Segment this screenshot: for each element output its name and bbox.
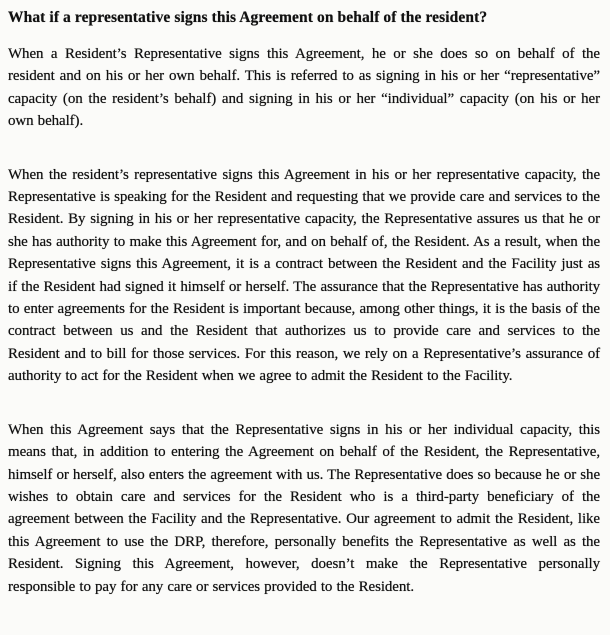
- paragraph-representative-capacity-explanation: When the resident’s representative signs this Agreement in his or her representative capacity, the Representative is speaking for the Resident and requesting that we provide care and services to the Resident. By signing in his or her representative capacity, the Representative assures us that he or she has authority to make this Agreement for, and on behalf of, the Resident. As a result, when the Representative signs this Agreement, it is a contract between the Resident and the Facility just as if the Resident had signed it himself or herself. The assurance that the Representative has authority to enter agreements for the Resident is important because, among other things, it is the basis of the contract between us and the Resident that authorizes us to provide care and services to the Resident and to bill for those services. For this reason, we rely on a Representative’s assurance of authority to act for the Resident when we agree to admit the Resident to the Facility.: [8, 166, 600, 385]
- paragraph-individual-capacity-explanation: When this Agreement says that the Representative signs in his or her individual capacity, this means that, in addition to entering the Agreement on behalf of the Resident, the Representative, himself or herself, also enters the agreement with us. The Representative does so because he or she wishes to obtain care and services for the Resident who is a third-party beneficiary of the agreement between the Facility and the Representative. Our agreement to admit the Resident, like this Agreement to use the DRP, therefore, personally benefits the Representative as well as the Resident. Signing this Agreement, however, doesn’t make the Representative personally responsible to pay for any care or services provided to the Resident.: [8, 421, 600, 595]
- document-heading: What if a representative signs this Agreement on behalf of the resident?: [8, 9, 488, 26]
- paragraph-representative-and-individual-capacity: When a Resident’s Representative signs this Agreement, he or she does so on behalf of the resident and on his or her own behalf. This is referred to as signing in his or her “representative” capacity (on the resident’s behalf) and signing in his or her “individual” capacity (on his or her own behalf).: [8, 46, 600, 130]
